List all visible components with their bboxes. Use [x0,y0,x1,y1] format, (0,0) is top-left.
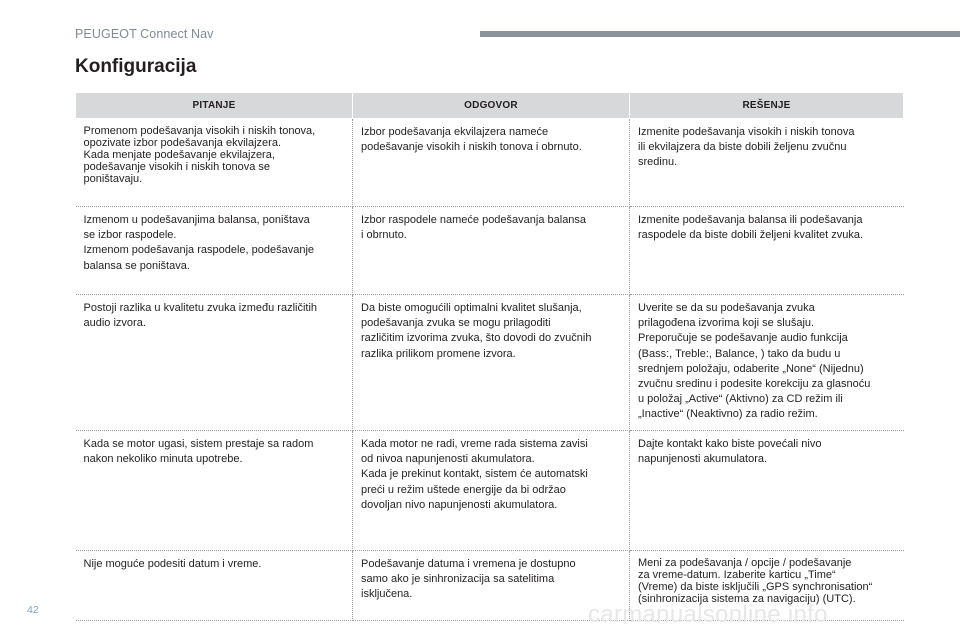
cell-line: Izmenite podešavanja visokih i niskih tonova [638,126,855,138]
cell-line: (sinhronizacija sistema za navigaciju) (UTC). [638,593,856,605]
question-cell [76,431,353,551]
cell-line: zvučnu sredinu i podesite korekciju za glasnoću [638,378,871,391]
cell-line: ili ekvilajzera da biste dobili željenu zvučnu [638,141,847,154]
cell-line: Postoji razlika u kvalitetu zvuka između različitih [83,302,318,314]
answer-cell [353,295,630,431]
cell-line: Kada menjate podešavanje ekvilajzera, [83,149,275,161]
question-cell [76,295,353,431]
cell-line: se izbor raspodele. [83,229,177,242]
table-header-row [76,93,904,119]
cell-line: sredinu. [638,156,678,169]
cell-line: Izbor raspodele nameće podešavanja balansa [361,214,587,226]
cell-line: Podešavanje datuma i vremena je dostupno [361,558,576,570]
cell-line: Dajte kontakt kako biste povećali nivo [638,438,822,450]
cell-line: za vreme-datum. Izaberite karticu „Time“ [638,569,836,581]
cell-line: „Inactive“ (Neaktivno) za radio režim. [638,408,818,421]
table-row [76,295,904,431]
cell-line: preći u režim uštede energije da bi održao [361,483,566,496]
column-header-solution: REŠENJE [630,93,904,119]
column-header-answer: ODGOVOR [353,93,630,119]
cell-line: raspodele da biste dobili željeni kvalitet zvuka. [638,229,864,242]
cell-line: i obrnuto. [361,229,407,242]
faq-table [75,92,904,621]
cell-line: srednjem položaju, odaberite „None“ (Nijednu) [638,362,864,375]
cell-line: balansa se poništava. [83,259,190,272]
cell-line: audio izvora. [83,317,146,330]
cell-line: Izmenite podešavanja balansa ili podešavanja [638,214,863,226]
answer-cell [353,119,630,207]
table-row [76,431,904,551]
header-title: PEUGEOT Connect Nav [75,27,214,41]
cell-line: od nivoa napunjenosti akumulatora. [361,453,535,466]
solution-cell [630,295,904,431]
question-cell [76,119,353,207]
page-number: 42 [27,604,39,616]
question-cell [76,551,353,621]
cell-line: Preporučuje se podešavanje audio funkcija [638,332,848,345]
cell-line: Meni za podešavanja / opcije / podešavanje [638,557,852,569]
watermark: carmanualsonline.info [588,601,828,628]
cell-line: isključena. [361,588,413,601]
cell-line: u položaj „Active“ (Aktivno) za CD režim ili [638,393,843,406]
section-title: Konfiguracija [75,56,197,77]
cell-line: (Vreme) da biste isključili „GPS synchronisation“ [638,581,873,593]
cell-line: različitim izvorima zvuka, što dovodi do zvučnih [361,332,592,345]
answer-cell [353,207,630,295]
cell-line: opozivate izbor podešavanja ekvilajzera. [83,137,282,149]
cell-line: Kada motor ne radi, vreme rada sistema zavisi [361,438,588,450]
cell-line: Kada se motor ugasi, sistem prestaje sa radom [83,438,314,450]
cell-line: Izmenom podešavanja raspodele, podešavanje [83,244,315,257]
cell-line: Nije moguće podesiti datum i vreme. [83,558,262,570]
cell-line: napunjenosti akumulatora. [638,453,768,466]
solution-cell [630,207,904,295]
cell-line: Kada je prekinut kontakt, sistem će automatski [361,468,588,481]
cell-line: razlika prilikom promene izvora. [361,347,516,360]
table-row [76,207,904,295]
cell-line: podešavanje visokih i niskih tonova se [83,161,271,173]
header-bar [480,31,960,37]
question-cell [76,207,353,295]
table-row [76,119,904,207]
cell-line: podešavanje visokih i niskih tonova i obrnuto. [361,141,582,154]
cell-line: Da biste omogućili optimalni kvalitet slušanja, [361,302,582,314]
cell-line: Promenom podešavanja visokih i niskih tonova, [83,125,316,137]
answer-cell [353,431,630,551]
cell-line: Uverite se da su podešavanja zvuka [638,302,815,314]
cell-line: dovoljan nivo napunjenosti akumulatora. [361,498,558,511]
cell-line: podešavanja zvuka se mogu prilagoditi [361,317,551,330]
solution-cell [630,431,904,551]
cell-line: Izmenom u podešavanjima balansa, poništava [83,214,310,226]
cell-line: nakon nekoliko minuta upotrebe. [83,453,243,466]
cell-line: poništavaju. [83,173,143,185]
cell-line: samo ako je sinhronizacija sa satelitima [361,573,555,586]
cell-line: Izbor podešavanja ekvilajzera nameće [361,126,549,138]
cell-line: prilagođena izvorima koji se slušaju. [638,317,815,330]
column-header-question: PITANJE [76,93,353,119]
cell-line: (Bass:, Treble:, Balance, ) tako da budu u [638,347,841,360]
solution-cell [630,119,904,207]
